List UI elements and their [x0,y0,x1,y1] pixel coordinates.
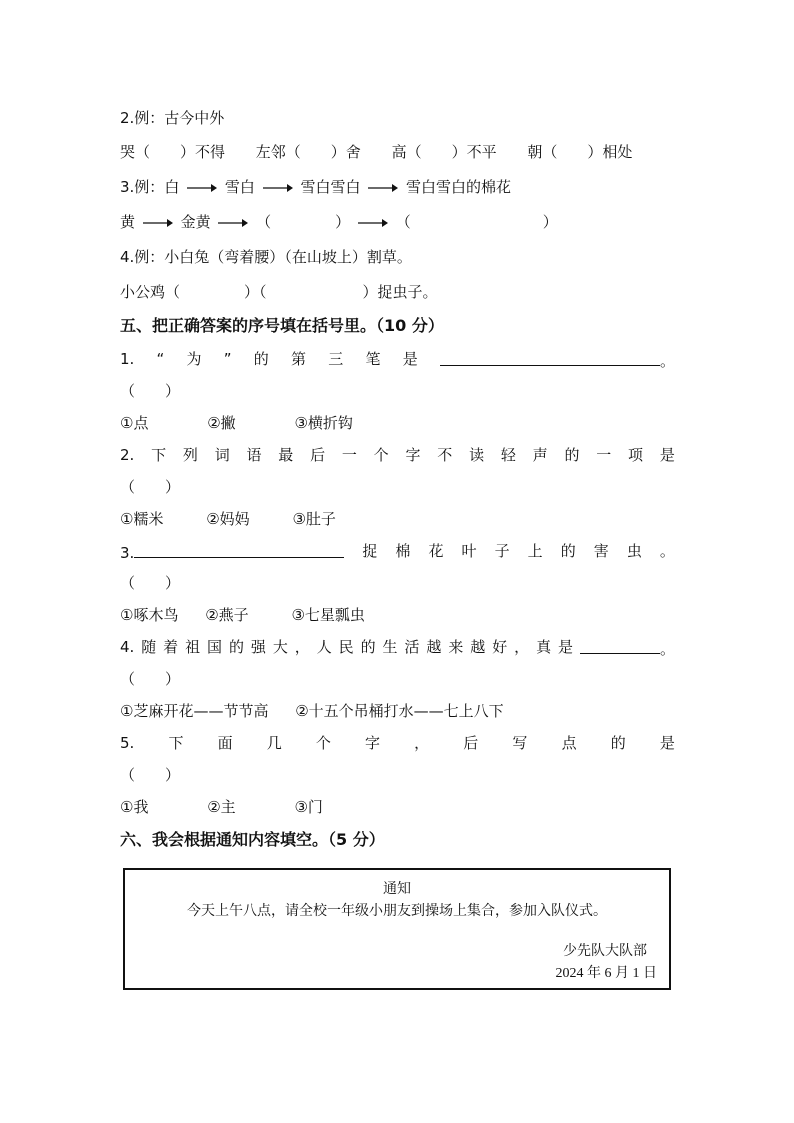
q3-example-step: 白 [164,178,180,196]
option[interactable]: ②妈妈 [206,510,250,528]
stem-char: 子 [494,542,510,560]
arrow-right-icon [357,216,389,230]
stem-char: 4. [120,638,135,656]
q2-item-1: 哭（ ）不得 [120,143,226,161]
s5-q2-paren[interactable]: （ ） [120,478,181,496]
q3-example-prefix: 3.例： [120,178,165,196]
stem-char: 下 [168,734,184,752]
option[interactable]: ①我 [120,798,149,816]
s5-q5-options [120,795,675,819]
stem-char: 民 [338,638,354,656]
q3-task-paren-close: ） [335,213,351,231]
stem-char: 叶 [461,542,477,560]
stem-char: 一 [341,446,357,464]
option[interactable]: ②撇 [207,414,236,432]
stem-char: 生 [382,638,398,656]
q2-item-4: 朝（ ）相处 [527,143,633,161]
q3-task-step: 黄 [120,213,136,231]
stem-char: 人 [316,638,332,656]
stem-char: 第 [291,350,307,368]
q2-item-2: 左邻（ ）舍 [255,143,361,161]
option[interactable]: ②主 [207,798,236,816]
s5-q3-options [120,603,675,627]
option[interactable]: ①啄木鸟 [120,606,179,624]
stem-char: 三 [328,350,344,368]
stem-char: ” [223,350,232,368]
stem-char: 后 [310,446,326,464]
q2-items [120,140,675,164]
q4-task-end: ）捉虫子。 [362,283,438,301]
stem-char: 随 [141,638,157,656]
stem-char: 2. [120,446,135,464]
q3-task-paren-open: （ [395,213,411,231]
stem-char: 花 [428,542,444,560]
stem-char: 语 [246,446,262,464]
stem-char: ， [514,638,530,656]
stem-char: 个 [315,734,331,752]
option[interactable]: ②十五个吊桶打水——七上八下 [295,702,504,720]
q2-item-3: 高（ ）不平 [391,143,497,161]
q3-example [120,175,675,199]
stem-char: 的 [228,638,244,656]
option[interactable]: ①点 [120,414,149,432]
stem-char: 好 [492,638,508,656]
s5-q3-paren[interactable]: （ ） [120,574,181,592]
notice-box [123,868,671,990]
stem-char: 祖 [185,638,201,656]
stem-char: 笔 [365,350,381,368]
stem-char: “ [156,350,165,368]
option[interactable]: ③横折钩 [294,414,353,432]
q3-task [120,210,675,234]
stem-char: 是 [659,446,675,464]
s5-q3-stem [120,539,675,563]
stem-char: 捉 [362,542,378,560]
s5-q2-options [120,507,675,531]
stem-char: 词 [214,446,230,464]
notice-title: 通知 [383,881,411,897]
s5-q5-stem [120,731,675,755]
stem-char: 最 [278,446,294,464]
stem-char: 着 [163,638,179,656]
stem-char: 的 [253,350,269,368]
answer-blank[interactable] [134,539,344,558]
stem-char: 真 [536,638,552,656]
stem-char: 声 [532,446,548,464]
notice-date: 2024 年 6 月 1 日 [555,966,657,981]
notice-org: 少先队大队部 [563,943,647,959]
option[interactable]: ①糯米 [120,510,164,528]
stem-char: 1. [120,350,135,368]
section6-heading: 六、我会根据通知内容填空。（5 分） [120,830,385,849]
stem-char: 字 [365,734,381,752]
stem-char: 。 [659,542,675,560]
stem-char: 越 [426,638,442,656]
stem-char: 点 [561,734,577,752]
s5-q4-stem [120,635,675,659]
arrow-right-icon [217,216,249,230]
stem-prefix: 3. [120,544,135,562]
s5-q5-paren[interactable]: （ ） [120,766,181,784]
q3-example-step: 雪白雪白 [300,178,361,196]
stem-char: 列 [182,446,198,464]
stem-char: 的 [564,446,580,464]
stem-char: 为 [186,350,202,368]
stem-char: 个 [373,446,389,464]
stem-char: 几 [266,734,282,752]
stem-char: ， [294,638,310,656]
stem-char: 虫 [626,542,642,560]
option[interactable]: ③七星瓢虫 [291,606,365,624]
stem-char: 下 [151,446,167,464]
stem-char: 读 [469,446,485,464]
s5-q1-options [120,411,675,435]
q3-task-paren-open: （ [256,213,272,231]
notice-body: 今天上午八点，请全校一年级小朋友到操场上集合，参加入队仪式。 [187,903,607,919]
q3-example-step: 雪白 [224,178,255,196]
stem-char: 是 [402,350,418,368]
stem-char: 面 [217,734,233,752]
stem-char: 国 [207,638,223,656]
q2-example: 2.例：古今中外 [120,109,225,127]
s5-q1-paren[interactable]: （ ） [120,382,181,400]
stem-end: 。 [659,640,675,658]
s5-q1-stem [120,347,675,371]
q4-example: 4.例：小白兔（弯着腰）（在山坡上）割草。 [120,248,412,266]
stem-char: ， [414,734,430,752]
stem-char: 上 [527,542,543,560]
arrow-right-icon [367,181,399,195]
stem-char: 一 [596,446,612,464]
q4-task-start: 小公鸡（ [120,283,181,301]
stem-char: 的 [360,638,376,656]
stem-char: 是 [659,734,675,752]
stem-char: 项 [628,446,644,464]
stem-end: 。 [659,352,675,370]
stem-char: 字 [405,446,421,464]
section5-heading: 五、把正确答案的序号填在括号里。（10 分） [120,316,444,335]
s5-q4-options [120,699,675,723]
stem-char: 后 [463,734,479,752]
answer-blank[interactable] [440,347,660,366]
stem-char: 害 [593,542,609,560]
arrow-right-icon [142,216,174,230]
answer-blank[interactable] [580,635,660,654]
q4-task [120,280,675,304]
stem-char: 来 [448,638,464,656]
stem-char: 的 [560,542,576,560]
stem-char: 强 [250,638,266,656]
arrow-right-icon [186,181,218,195]
option[interactable]: ③门 [294,798,323,816]
stem-char: 的 [610,734,626,752]
stem-char: 越 [470,638,486,656]
stem-char: 不 [437,446,453,464]
option[interactable]: ①芝麻开花——节节高 [120,702,269,720]
stem-char: 是 [558,638,574,656]
q4-task-mid: ）（ [244,283,267,301]
q3-task-paren-close: ） [542,213,558,231]
stem-char: 大 [272,638,288,656]
s5-q2-stem [120,443,675,467]
q3-task-step: 金黄 [180,213,211,231]
arrow-right-icon [262,181,294,195]
s5-q4-paren[interactable]: （ ） [120,670,181,688]
stem-char: 棉 [395,542,411,560]
stem-char: 写 [512,734,528,752]
option[interactable]: ②燕子 [205,606,249,624]
stem-char: 轻 [500,446,516,464]
stem-char: 活 [404,638,420,656]
option[interactable]: ③肚子 [292,510,336,528]
stem-char: 5. [120,734,135,752]
q3-example-step: 雪白雪白的棉花 [406,178,512,196]
